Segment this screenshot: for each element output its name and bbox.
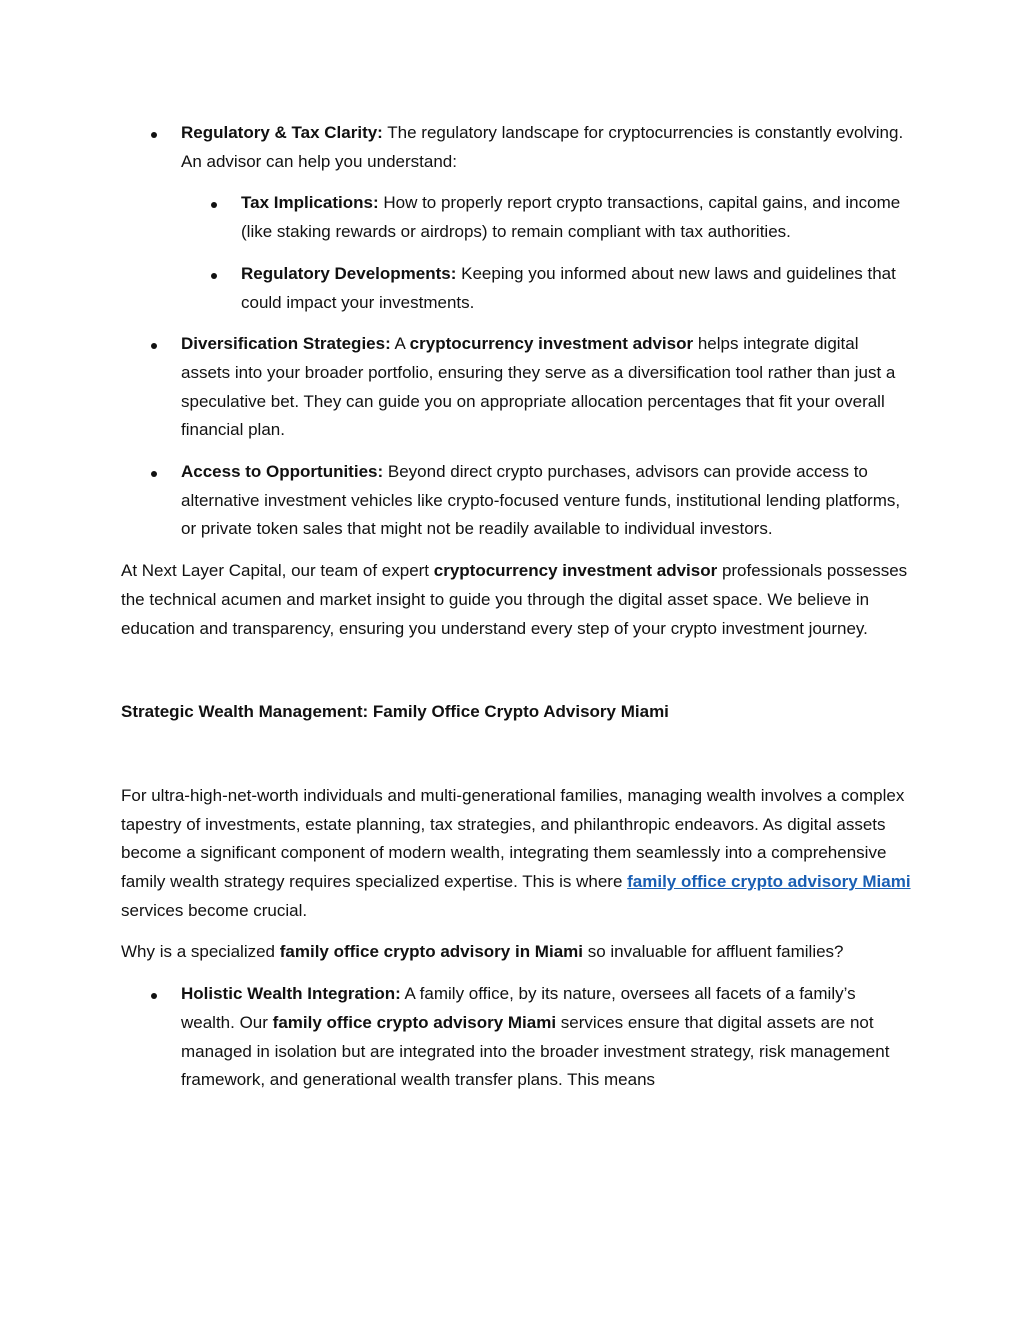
bullet-icon [151,471,157,477]
why-paragraph [121,938,911,967]
paragraph-post: services become crucial. [121,900,308,920]
list-item-holistic-integration [121,980,911,1095]
list-item-label: Diversification Strategies: [181,334,391,354]
list-item-text: helps integrate digital assets into your broader portfolio, ensuring they serve as a diversification tool rather than just a speculative bet. They can guide you on appropriate allocation percentages that fit your overall financial plan. [181,334,896,440]
list-item-pre: A [390,334,410,354]
list-item-text: services ensure that digital assets are not managed in isolation but are integrated into the broader investment strategy, risk management framework, and generational wealth transfer plans. This means [181,1012,890,1090]
next-layer-paragraph [121,557,911,643]
paragraph-bold: family office crypto advisory in Miami [279,942,583,962]
sub-item-regulatory-developments [181,260,911,317]
family-office-link[interactable]: family office crypto advisory Miami [627,872,911,892]
paragraph-pre: Why is a specialized [121,942,280,962]
list-item-opportunities [121,458,911,544]
list-item-regulatory-tax [121,119,911,317]
list-item-bold: cryptocurrency investment advisor [409,334,694,354]
bullet-icon [151,993,157,999]
list-item-diversification [121,330,911,445]
bullet-icon [211,273,217,279]
list-item-text: Beyond direct crypto purchases, advisors can provide access to alternative investment vehicles like crypto-focused venture funds, institutional lending platforms, or private token sales that might not be readily available to individual investors. [181,462,901,539]
section-heading: Strategic Wealth Management: Family Office Crypto Advisory Miami [121,702,669,722]
sub-item-label: Tax Implications: [241,193,379,213]
list-item-text: The regulatory landscape for cryptocurrencies is constantly evolving. An advisor can help you understand: [181,123,904,171]
document-page [121,119,911,1108]
family-office-paragraph [121,782,911,926]
list-item-label: Regulatory & Tax Clarity: [181,123,383,142]
list-item-pre: A family office, by its nature, oversees all facets of a family’s wealth. Our [181,984,856,1032]
sub-item-text: Keeping you informed about new laws and guidelines that could impact your investments. [241,263,896,312]
bullet-icon [211,202,217,208]
paragraph-post: professionals possesses the technical acumen and market insight to guide you through the digital asset space. We believe in education and transparency, ensuring you understand every step of your crypto investment journey. [121,561,908,638]
advisor-benefits-list [121,119,911,544]
sub-item-text: How to properly report crypto transactions, capital gains, and income (like staking rewards or airdrops) to remain compliant with tax authorities. [241,193,901,242]
family-office-benefits-list [121,980,911,1095]
paragraph-pre: For ultra-high-net-worth individuals and multi-generational families, managing wealth involves a complex tapestry of investments, estate planning, tax strategies, and philanthropic endeavors. As digital assets become a significant component of modern wealth, integrating them seamlessly into a comprehensive family wealth strategy requires specialized expertise. This is where [121,785,905,892]
list-item-label: Holistic Wealth Integration: [181,984,401,1004]
regulatory-sub-list [181,189,911,317]
sub-item-label: Regulatory Developments: [241,263,457,283]
bullet-icon [151,132,157,138]
list-item-label: Access to Opportunities: [181,462,384,482]
list-item-bold: family office crypto advisory Miami [272,1012,557,1032]
sub-item-tax-implications [181,189,911,246]
bullet-icon [151,343,157,349]
paragraph-post: so invaluable for affluent families? [583,942,844,962]
paragraph-pre: At Next Layer Capital, our team of expert [121,561,434,581]
paragraph-bold: cryptocurrency investment advisor [433,561,718,581]
